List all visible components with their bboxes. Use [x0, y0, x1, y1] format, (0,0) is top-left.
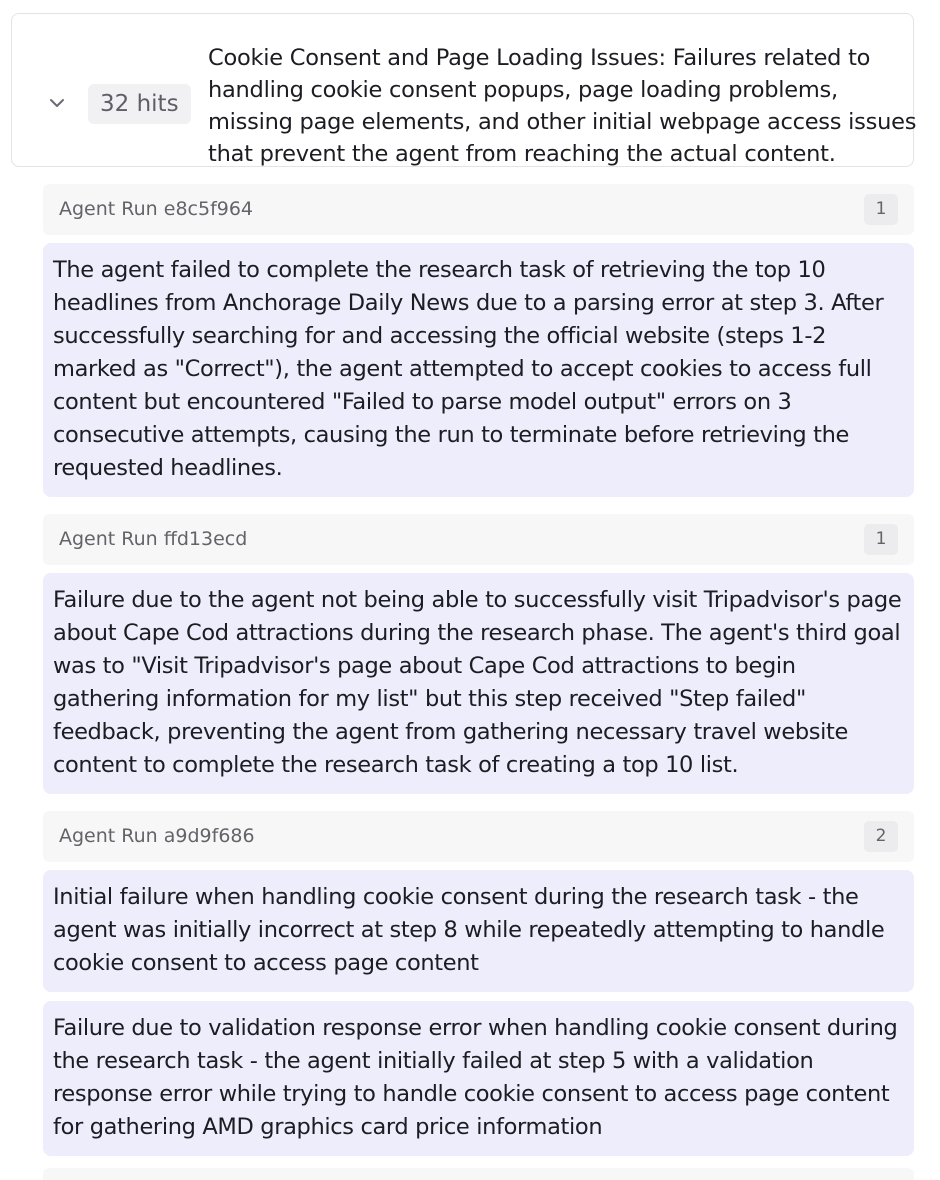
agent-run-title[interactable]: Agent Run e8c5f964: [59, 198, 254, 220]
result-card[interactable]: [43, 243, 914, 497]
hits-badge: 32 hits: [88, 84, 191, 124]
result-count-badge: 2: [864, 821, 898, 852]
result-card[interactable]: [43, 1001, 914, 1156]
result-card[interactable]: [43, 870, 914, 992]
cluster-description: Cookie Consent and Page Loading Issues: Failures related to handling cookie consent popups, page loading problems, missing page elements, and other initial webpage access issues that prevent the agent from reaching the actual content.: [208, 45, 917, 167]
result-card[interactable]: [43, 573, 914, 794]
result-count-badge: 1: [864, 524, 898, 555]
agent-run-title[interactable]: Agent Run a9d9f686: [59, 825, 255, 847]
agent-run-header[interactable]: [43, 514, 914, 565]
result-text: Failure due to validation response error when handling cookie consent during the research task - the agent initially failed at step 5 with a validation response error while trying to handle cookie consent to access page content for gathering AMD graphics card price information: [53, 1015, 898, 1140]
result-text: The agent failed to complete the research task of retrieving the top 10 headlines from Anchorage Daily News due to a parsing error at step 3. After successfully searching for and accessing the official website (steps 1-2 marked as "Correct"), the agent attempted to accept cookies to access full content but encountered "Failed to parse model output" errors on 3 consecutive attempts, causing the run to terminate before retrieving the requested headlines.: [53, 257, 884, 481]
result-text: Initial failure when handling cookie consent during the research task - the agent was initially incorrect at step 8 while repeatedly attempting to handle cookie consent to access page content: [53, 884, 885, 976]
agent-run-title[interactable]: Agent Run ffd13ecd: [59, 528, 248, 550]
agent-run-header[interactable]: [43, 811, 914, 862]
result-text: Failure due to the agent not being able to successfully visit Tripadvisor's page about Cape Cod attractions during the research phase. The agent's third goal was to "Visit Tripadvisor's page about Cape Cod attractions to begin gathering information for my list" but this step received "Step failed" feedback, preventing the agent from gathering necessary travel website content to complete the research task of creating a top 10 list.: [53, 587, 902, 778]
next-run-header: [43, 1168, 914, 1180]
cluster-header[interactable]: [11, 13, 917, 167]
chevron-down-icon[interactable]: [48, 96, 66, 110]
agent-run-header[interactable]: [43, 184, 914, 235]
result-count-badge: 1: [864, 194, 898, 225]
